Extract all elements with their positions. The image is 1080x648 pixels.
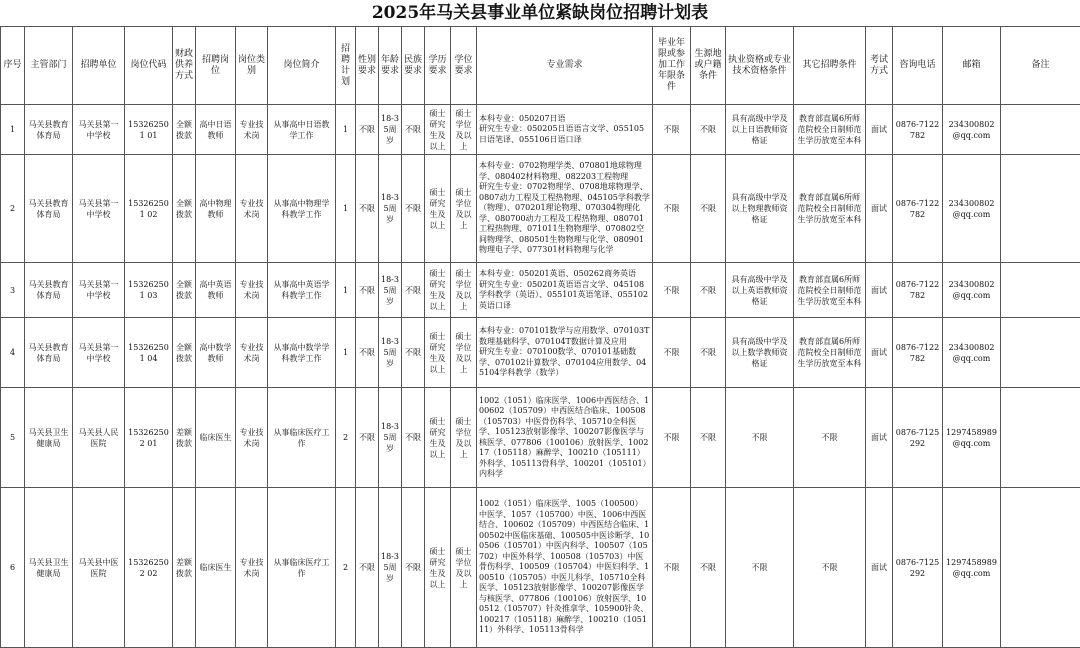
cell-post: 高中物理教师: [196, 155, 236, 263]
cell-no: 4: [1, 318, 25, 388]
cell-plan: 1: [336, 105, 356, 155]
cell-funding: 全额拨款: [173, 318, 196, 388]
cell-code: 153262502 02: [125, 488, 173, 648]
cell-dept: 马关县教育体育局: [25, 263, 73, 318]
header-row: [1, 27, 1080, 105]
cell-category: 专业技术岗: [236, 318, 268, 388]
cell-gender: 不限: [356, 388, 379, 488]
cell-plan: 1: [336, 318, 356, 388]
cell-exam: 面试: [866, 488, 893, 648]
column-header: 考试方式: [866, 27, 893, 105]
cell-unit: 马关县第一中学校: [73, 155, 125, 263]
cell-post: 临床医生: [196, 488, 236, 648]
cell-note: [1001, 105, 1080, 155]
cell-age: 18-35周岁: [379, 488, 402, 648]
cell-gender: 不限: [356, 105, 379, 155]
cell-email: 234300802@qq.com: [943, 105, 1001, 155]
cell-cert: 不限: [726, 488, 794, 648]
cell-degree: 硕士学位及以上: [451, 318, 477, 388]
column-header: 毕业年限或参加工作年限条件: [653, 27, 691, 105]
cell-exam: 面试: [866, 155, 893, 263]
cell-origin: 不限: [691, 263, 726, 318]
cell-unit: 马关县第一中学校: [73, 263, 125, 318]
table-row: [1, 155, 1080, 263]
table-row: [1, 105, 1080, 155]
column-header: 专业需求: [477, 27, 653, 105]
cell-grad: 不限: [653, 105, 691, 155]
cell-dept: 马关县教育体育局: [25, 155, 73, 263]
column-header: 招聘岗位: [196, 27, 236, 105]
cell-phone: 0876-7122782: [893, 155, 943, 263]
cell-cert: 具有高级中学及以上物理教师资格证: [726, 155, 794, 263]
column-header: 财政供养方式: [173, 27, 196, 105]
cell-edu: 硕士研究生及以上: [425, 318, 451, 388]
cell-intro: 从事临床医疗工作: [268, 488, 336, 648]
cell-edu: 硕士研究生及以上: [425, 388, 451, 488]
table-row: [1, 318, 1080, 388]
cell-no: 5: [1, 388, 25, 488]
cell-no: 6: [1, 488, 25, 648]
cell-major: 本科专业：050201英语、050262商务英语 研究生专业：050201英语语言文学、045108学科教学（英语）、055101英语笔译、055102英语口译: [477, 263, 653, 318]
page-title: 2025年马关县事业单位紧缺岗位招聘计划表: [0, 0, 1080, 26]
column-header: 性别要求: [356, 27, 379, 105]
cell-unit: 马关县中医医院: [73, 488, 125, 648]
cell-plan: 1: [336, 155, 356, 263]
column-header: 岗位代码: [125, 27, 173, 105]
cell-intro: 从事高中英语学科教学工作: [268, 263, 336, 318]
cell-intro: 从事临床医疗工作: [268, 388, 336, 488]
cell-note: [1001, 155, 1080, 263]
cell-origin: 不限: [691, 388, 726, 488]
cell-origin: 不限: [691, 488, 726, 648]
cell-dept: 马关县教育体育局: [25, 318, 73, 388]
cell-dept: 马关县教育体育局: [25, 105, 73, 155]
cell-email: 234300802@qq.com: [943, 155, 1001, 263]
cell-funding: 差额拨款: [173, 388, 196, 488]
cell-gender: 不限: [356, 488, 379, 648]
cell-category: 专业技术岗: [236, 263, 268, 318]
cell-edu: 硕士研究生及以上: [425, 488, 451, 648]
column-header: 咨询电话: [893, 27, 943, 105]
cell-dept: 马关县卫生健康局: [25, 488, 73, 648]
cell-grad: 不限: [653, 488, 691, 648]
cell-exam: 面试: [866, 388, 893, 488]
cell-post: 高中英语教师: [196, 263, 236, 318]
cell-code: 153262501 01: [125, 105, 173, 155]
cell-cert: 具有高级中学及以上日语教师资格证: [726, 105, 794, 155]
cell-code: 153262501 03: [125, 263, 173, 318]
cell-post: 高中数学教师: [196, 318, 236, 388]
cell-other: 不限: [794, 488, 866, 648]
column-header: 岗位类别: [236, 27, 268, 105]
cell-gender: 不限: [356, 318, 379, 388]
cell-code: 153262502 01: [125, 388, 173, 488]
cell-exam: 面试: [866, 105, 893, 155]
cell-cert: 不限: [726, 388, 794, 488]
cell-unit: 马关县第一中学校: [73, 318, 125, 388]
cell-other: 教育部直属6所师范院校全日制师范生学历放宽至本科: [794, 318, 866, 388]
cell-degree: 硕士学位及以上: [451, 488, 477, 648]
cell-gender: 不限: [356, 263, 379, 318]
table-row: [1, 388, 1080, 488]
cell-email: 234300802@qq.com: [943, 263, 1001, 318]
column-header: 年龄要求: [379, 27, 402, 105]
cell-grad: 不限: [653, 388, 691, 488]
cell-code: 153262501 04: [125, 318, 173, 388]
cell-major: 1002（1051）临床医学、1005（100500）中医学、1057（105700）中医、1006中西医结合、100602（105709）中西医结合临床、100502中医临床基础、100505中医诊断学、100506（105701）中医内科学、100507（105702）中医外科学、100508（105703）中医骨伤科学、100509（105704）中医妇科学、100510（105705）中医儿科学、105710全科医学、105123放射影像学、100207影像医学与核医学、077806（100106）放射医学、100512（105707）针灸推拿学、105900针灸、100217（105118）麻醉学、100210（105111）外科学、105113骨科学: [477, 488, 653, 648]
cell-other: 不限: [794, 388, 866, 488]
cell-phone: 0876-7122782: [893, 318, 943, 388]
cell-origin: 不限: [691, 155, 726, 263]
cell-exam: 面试: [866, 263, 893, 318]
cell-intro: 从事高中数学学科教学工作: [268, 318, 336, 388]
cell-other: 教育部直属6所师范院校全日制师范生学历放宽至本科: [794, 263, 866, 318]
column-header: 邮箱: [943, 27, 1001, 105]
cell-degree: 硕士学位及以上: [451, 263, 477, 318]
cell-no: 1: [1, 105, 25, 155]
cell-degree: 硕士学位及以上: [451, 388, 477, 488]
cell-origin: 不限: [691, 318, 726, 388]
cell-grad: 不限: [653, 155, 691, 263]
cell-ethnic: 不限: [402, 488, 425, 648]
cell-cert: 具有高级中学及以上数学教师资格证: [726, 318, 794, 388]
cell-age: 18-35周岁: [379, 105, 402, 155]
table-row: [1, 263, 1080, 318]
cell-degree: 硕士学位及以上: [451, 155, 477, 263]
column-header: 备注: [1001, 27, 1080, 105]
cell-email: 1297458989@qq.com: [943, 388, 1001, 488]
cell-intro: 从事高中物理学科教学工作: [268, 155, 336, 263]
cell-major: 本科专业：070101数学与应用数学、070103T数理基础科学、070104T数据计算及应用 研究生专业：070100数学、070101基础数学、070102计算数学、070104应用数学、045104学科教学（数学）: [477, 318, 653, 388]
column-header: 学位要求: [451, 27, 477, 105]
cell-post: 高中日语教师: [196, 105, 236, 155]
cell-edu: 硕士研究生及以上: [425, 105, 451, 155]
column-header: 序号: [1, 27, 25, 105]
cell-no: 2: [1, 155, 25, 263]
cell-degree: 硕士学位及以上: [451, 105, 477, 155]
cell-unit: 马关县第一中学校: [73, 105, 125, 155]
cell-ethnic: 不限: [402, 263, 425, 318]
cell-origin: 不限: [691, 105, 726, 155]
cell-phone: 0876-7122782: [893, 105, 943, 155]
table-row: [1, 488, 1080, 648]
cell-major: 1002（1051）临床医学、1006中西医结合、100602（105709）中西医结合临床、100508（105703）中医骨伤科学、105710全科医学、105123放射影像学、100207影像医学与核医学、077806（100106）放射医学、100217（105118）麻醉学、100210（105111）外科学、105113骨科学、100201（105101）内科学: [477, 388, 653, 488]
cell-category: 专业技术岗: [236, 155, 268, 263]
cell-age: 18-35周岁: [379, 388, 402, 488]
cell-edu: 硕士研究生及以上: [425, 263, 451, 318]
column-header: 招聘计划: [336, 27, 356, 105]
cell-major: 本科专业：050207日语 研究生专业：050205日语语言文学、055105日语笔译、055106日语口译: [477, 105, 653, 155]
cell-age: 18-35周岁: [379, 263, 402, 318]
cell-intro: 从事高中日语教学工作: [268, 105, 336, 155]
column-header: 生源地或户籍条件: [691, 27, 726, 105]
cell-note: [1001, 318, 1080, 388]
cell-grad: 不限: [653, 318, 691, 388]
cell-ethnic: 不限: [402, 105, 425, 155]
cell-exam: 面试: [866, 318, 893, 388]
cell-email: 1297458989@qq.com: [943, 488, 1001, 648]
column-header: 执业资格或专业技术资格条件: [726, 27, 794, 105]
column-header: 学历要求: [425, 27, 451, 105]
column-header: 其它招聘条件: [794, 27, 866, 105]
cell-note: [1001, 263, 1080, 318]
cell-phone: 0876-7122782: [893, 263, 943, 318]
cell-funding: 全额拨款: [173, 263, 196, 318]
cell-edu: 硕士研究生及以上: [425, 155, 451, 263]
cell-cert: 具有高级中学及以上英语教师资格证: [726, 263, 794, 318]
column-header: 民族要求: [402, 27, 425, 105]
column-header: 岗位简介: [268, 27, 336, 105]
cell-phone: 0876-7125292: [893, 388, 943, 488]
recruitment-table: [0, 26, 1080, 648]
cell-funding: 差额拨款: [173, 488, 196, 648]
cell-dept: 马关县卫生健康局: [25, 388, 73, 488]
cell-ethnic: 不限: [402, 388, 425, 488]
cell-major: 本科专业：0702物理学类、070801地球物理学、080402材料物理、082203工程物理 研究生专业：0702物理学、0708地球物理学、0807动力工程及工程热物理、045105学科教学（物理）、070201理论物理、070304物理化学、080700动力工程及工程热物理、080701工程热物理、071011生物物理学、070802空间物理学、080501生物物理与化学、080901物理电子学、077301材料物理与化学: [477, 155, 653, 263]
cell-age: 18-35周岁: [379, 318, 402, 388]
cell-no: 3: [1, 263, 25, 318]
cell-other: 教育部直属6所师范院校全日制师范生学历放宽至本科: [794, 105, 866, 155]
cell-gender: 不限: [356, 155, 379, 263]
cell-funding: 全额拨款: [173, 155, 196, 263]
cell-category: 专业技术岗: [236, 105, 268, 155]
cell-plan: 2: [336, 388, 356, 488]
column-header: 主管部门: [25, 27, 73, 105]
cell-note: [1001, 388, 1080, 488]
cell-ethnic: 不限: [402, 318, 425, 388]
cell-phone: 0876-7125292: [893, 488, 943, 648]
cell-category: 专业技术岗: [236, 388, 268, 488]
cell-note: [1001, 488, 1080, 648]
cell-unit: 马关县人民医院: [73, 388, 125, 488]
column-header: 招聘单位: [73, 27, 125, 105]
cell-category: 专业技术岗: [236, 488, 268, 648]
cell-other: 教育部直属6所师范院校全日制师范生学历放宽至本科: [794, 155, 866, 263]
cell-email: 234300802@qq.com: [943, 318, 1001, 388]
cell-age: 18-35周岁: [379, 155, 402, 263]
cell-plan: 1: [336, 263, 356, 318]
cell-ethnic: 不限: [402, 155, 425, 263]
cell-post: 临床医生: [196, 388, 236, 488]
cell-funding: 全额拨款: [173, 105, 196, 155]
cell-grad: 不限: [653, 263, 691, 318]
cell-plan: 2: [336, 488, 356, 648]
cell-code: 153262501 02: [125, 155, 173, 263]
